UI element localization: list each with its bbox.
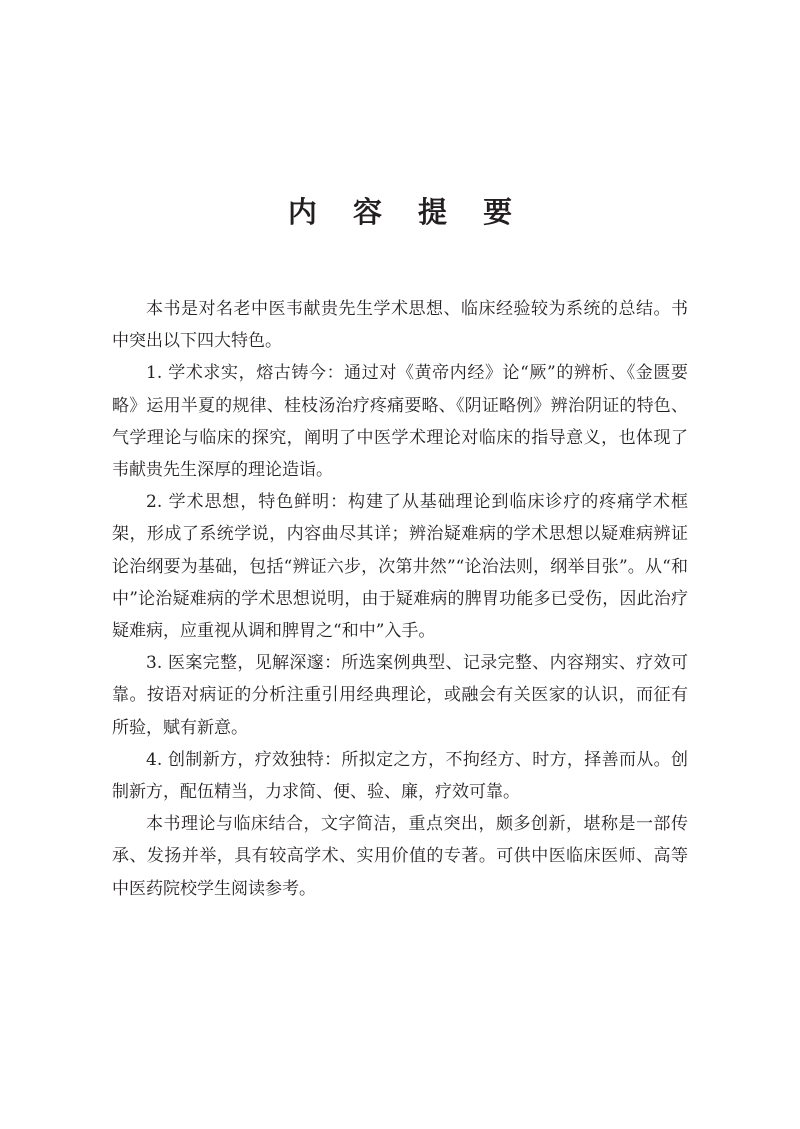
paragraph-feature-3: 3. 医案完整，见解深邃：所选案例典型、记录完整、内容翔实、疗效可靠。按语对病证的分析注重引用经典理论，或融会有关医家的认识，而征有所验，赋有新意。 — [112, 653, 688, 738]
paragraph-feature-2: 2. 学术思想，特色鲜明：构建了从基础理论到临床诊疗的疼痛学术框架，形成了系统学说，内容曲尽其详；辨治疑难病的学术思想以疑难病辨证论治纲要为基础，包括“辨证六步，次第井然”“论治法则，纲举目张”。从“和中”论治疑难病的学术思想说明，由于疑难病的脾胃功能多已受伤，因此治疗疑难病，应重视从调和脾胃之“和中”入手。 — [112, 492, 688, 642]
summary-body — [112, 293, 688, 905]
paragraph-intro: 本书是对名老中医韦献贵先生学术思想、临床经验较为系统的总结。书中突出以下四大特色。 — [112, 299, 688, 352]
page-title: 内 容 提 要 — [287, 195, 526, 229]
paragraph-feature-1: 1. 学术求实，熔古铸今：通过对《黄帝内经》论“厥”的辨析、《金匮要略》运用半夏的规律、桂枝汤治疗疼痛要略、《阴证略例》辨治阴证的特色、气学理论与临床的探究，阐明了中医学术理论对临床的指导意义，也体现了韦献贵先生深厚的理论造诣。 — [112, 363, 688, 481]
paragraph-feature-4: 4. 创制新方，疗效独特：所拟定之方，不拘经方、时方，择善而从。创制新方，配伍精当，力求简、便、验、廉，疗效可靠。 — [112, 749, 688, 803]
paragraph-conclusion: 本书理论与临床结合，文字简洁，重点突出，颇多创新，堪称是一部传承、发扬并举，具有较高学术、实用价值的专著。可供中医临床医师、高等中医药院校学生阅读参考。 — [112, 814, 688, 899]
